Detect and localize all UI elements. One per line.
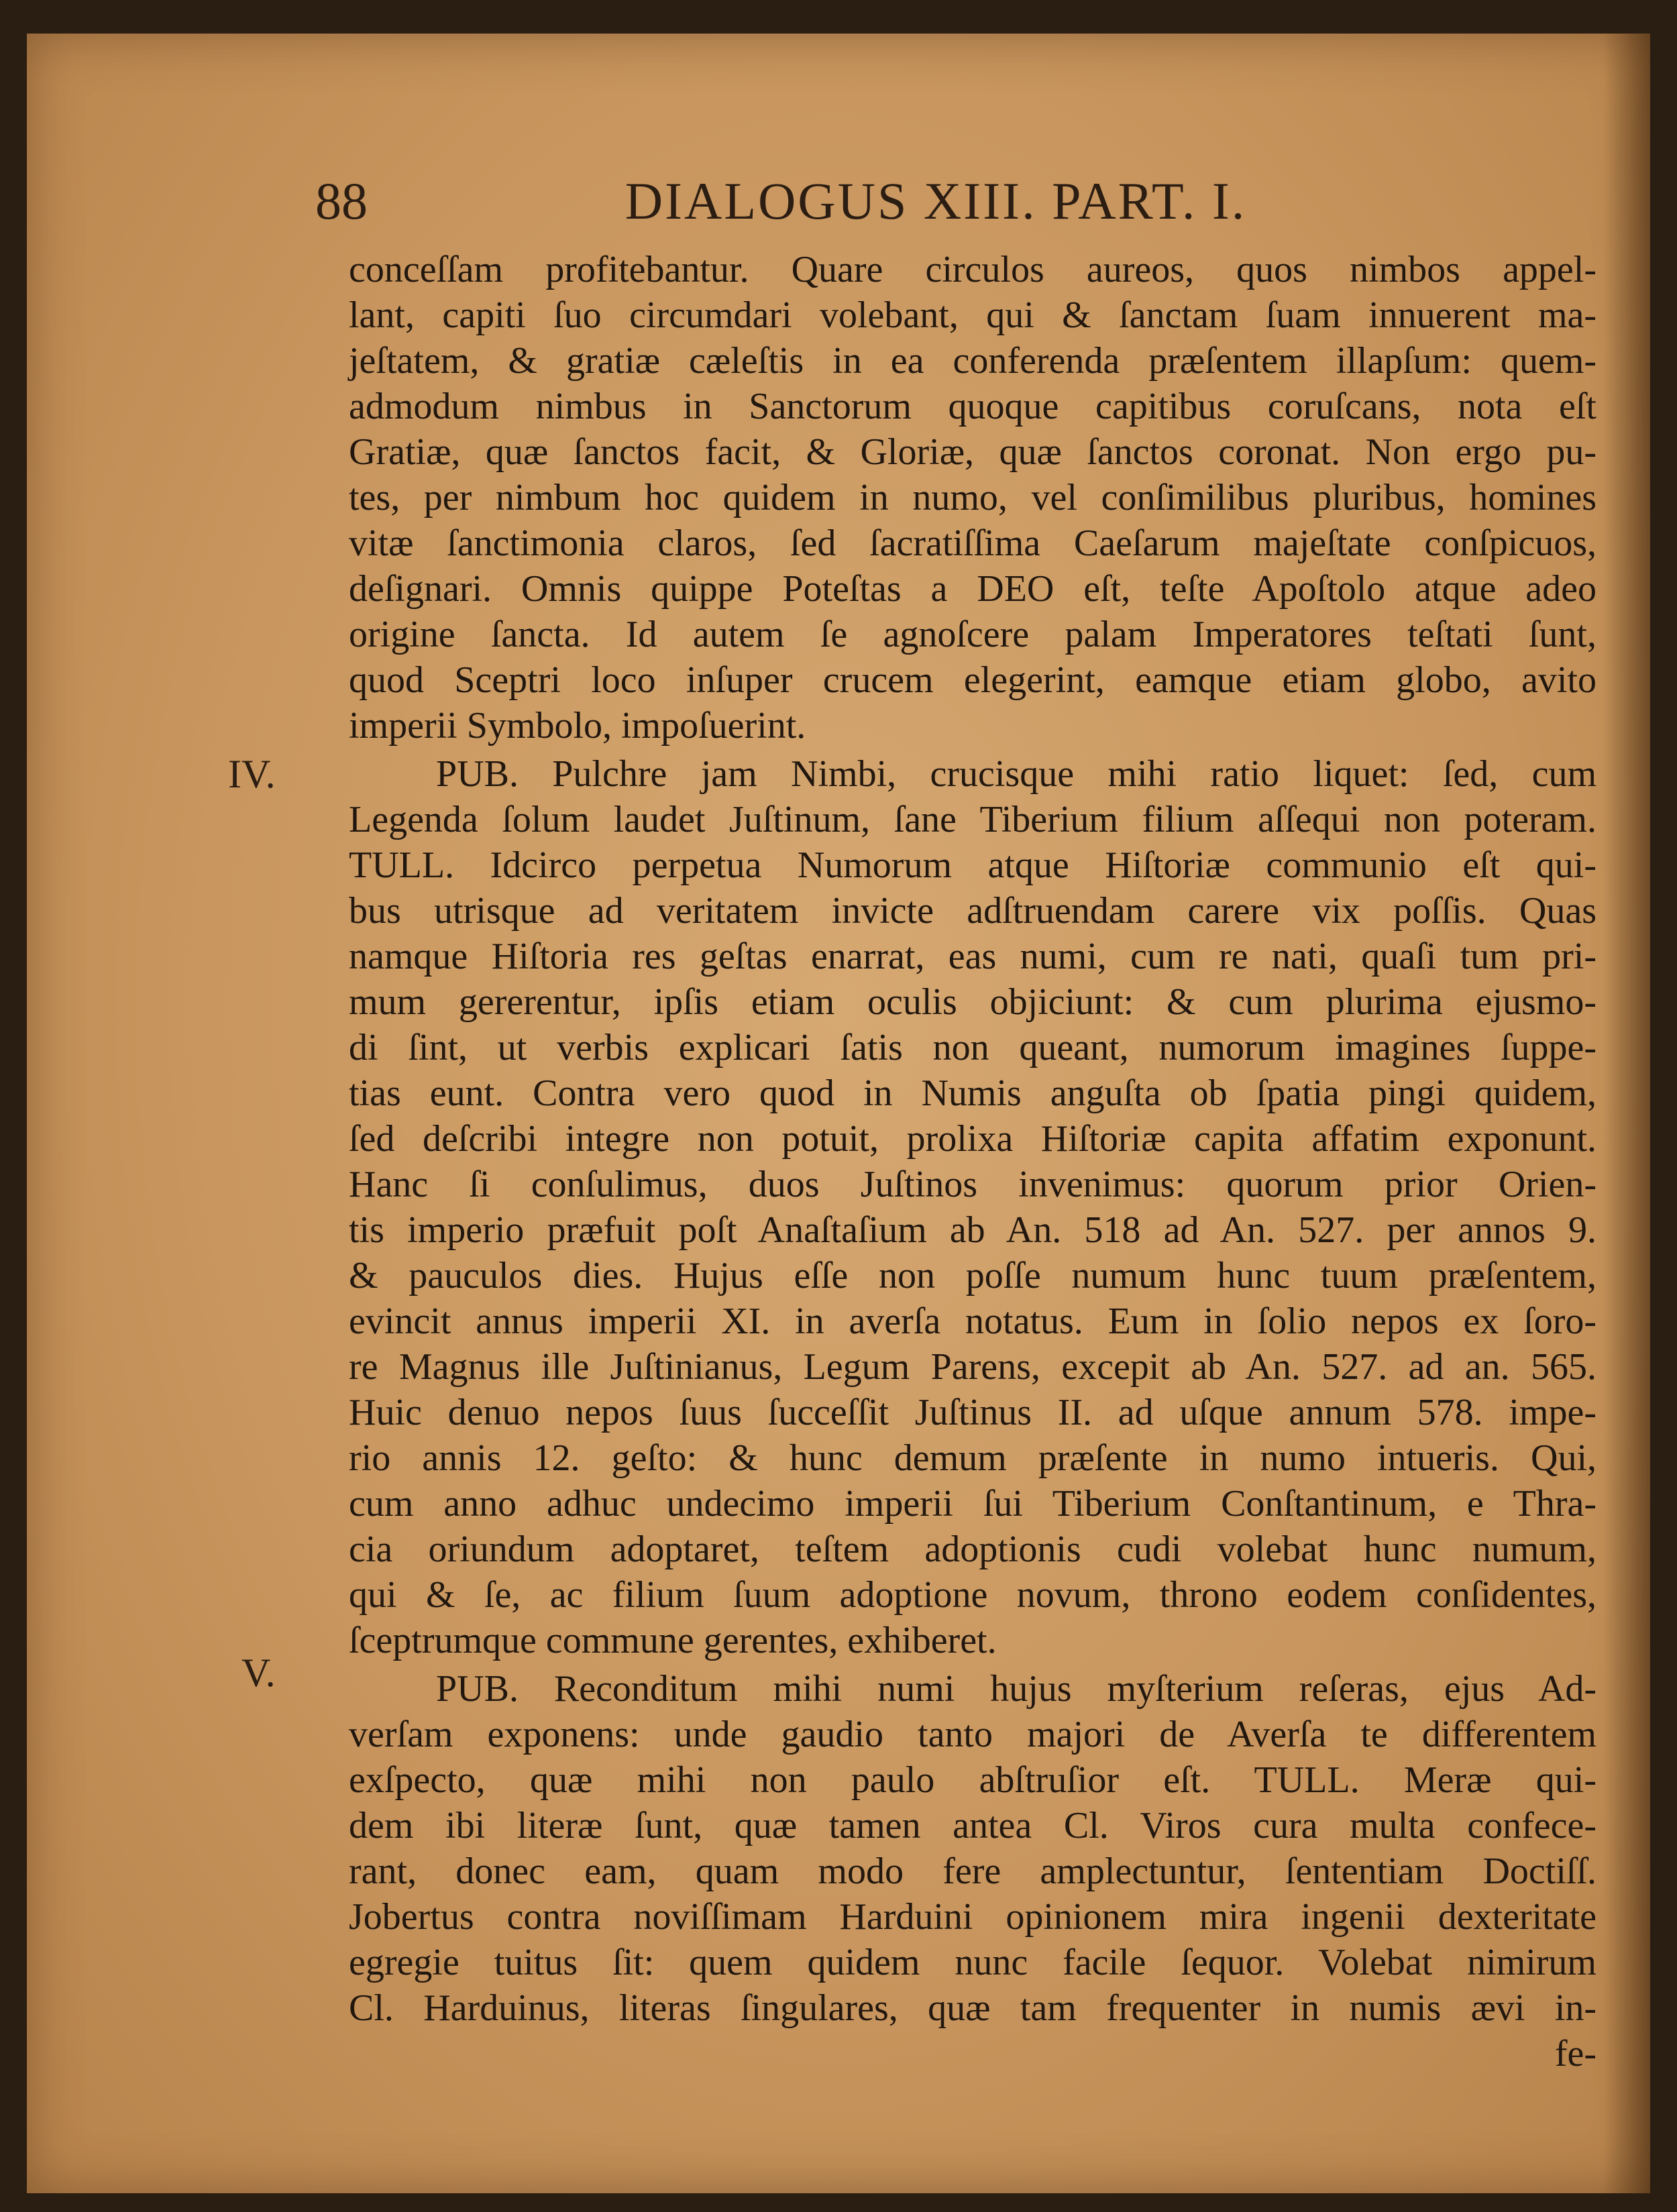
margin-note-section-iv: IV.: [228, 752, 276, 796]
margin-note-section-v: V.: [241, 1651, 276, 1695]
text-line: qui & ſe, ac filium ſuum adoptione novum, throno eodem conſidentes,: [349, 1574, 1597, 1616]
text-line: dem ibi literæ ſunt, quæ tamen antea Cl. Viros cura multa confece-: [349, 1805, 1597, 1846]
text-line: origine ſancta. Id autem ſe agnoſcere palam Imperatores teſtati ſunt,: [349, 614, 1597, 655]
text-line: Legenda ſolum laudet Juſtinum, ſane Tiberium filium aſſequi non poteram.: [349, 799, 1597, 840]
text-line: evincit annus imperii XI. in averſa notatus. Eum in ſolio nepos ex ſoro-: [349, 1301, 1597, 1342]
text-line: Cl. Harduinus, literas ſingulares, quæ tam frequenter in numis ævi in-: [349, 1987, 1597, 2029]
text-line: tis imperio præfuit poſt Anaſtaſium ab An. 518 ad An. 527. per annos 9.: [349, 1209, 1597, 1251]
text-line: Hanc ſi conſulimus, duos Juſtinos invenimus: quorum prior Orien-: [349, 1164, 1597, 1205]
text-line: deſignari. Omnis quippe Poteſtas a DEO eſt, teſte Apoſtolo atque adeo: [349, 568, 1597, 610]
text-line: Huic denuo nepos ſuus ſucceſſit Juſtinus II. ad uſque annum 578. impe-: [349, 1392, 1597, 1433]
text-line: egregie tuitus ſit: quem quidem nunc facile ſequor. Volebat nimirum: [349, 1942, 1597, 1983]
text-line: jeſtatem, & gratiæ cæleſtis in ea conferenda præſentem illapſum: quem-: [349, 340, 1597, 382]
page-header: [315, 164, 1556, 245]
text-line: admodum nimbus in Sanctorum quoque capitibus coruſcans, nota eſt: [349, 386, 1597, 427]
text-line: ſed deſcribi integre non potuit, prolixa Hiſtoriæ capita affatim exponunt.: [349, 1118, 1597, 1160]
text-line: cia oriundum adoptaret, teſtem adoptionis cudi volebat hunc numum,: [349, 1529, 1597, 1570]
text-line: verſam exponens: unde gaudio tanto majori de Averſa te differentem: [349, 1714, 1597, 1755]
text-line: imperii Symbolo, impoſuerint.: [349, 705, 806, 746]
text-line: vitæ ſanctimonia claros, ſed ſacratiſſima Caeſarum majeſtate conſpicuos,: [349, 522, 1597, 564]
text-line: TULL. Idcirco perpetua Numorum atque Hiſtoriæ communio eſt qui-: [349, 844, 1597, 886]
text-line: rio annis 12. geſto: & hunc demum præſente in numo intueris. Qui,: [349, 1437, 1597, 1479]
text-line: bus utrisque ad veritatem invicte adſtruendam carere vix poſſis. Quas: [349, 890, 1597, 932]
text-line: re Magnus ille Juſtinianus, Legum Parens, excepit ab An. 527. ad an. 565.: [349, 1346, 1597, 1388]
text-line: Jobertus contra noviſſimam Harduini opinionem mira ingenii dexteritate: [349, 1896, 1597, 1938]
text-line: cum anno adhuc undecimo imperii ſui Tiberium Conſtantinum, e Thra-: [349, 1483, 1597, 1525]
text-line: Gratiæ, quæ ſanctos facit, & Gloriæ, quæ ſanctos coronat. Non ergo pu-: [349, 431, 1597, 473]
text-line: exſpecto, quæ mihi non paulo abſtruſior eſt. TULL. Meræ qui-: [349, 1759, 1597, 1801]
book-page: [27, 34, 1650, 2193]
text-line: namque Hiſtoria res geſtas enarrat, eas numi, cum re nati, quaſi tum pri-: [349, 936, 1597, 977]
text-line: rant, donec eam, quam modo fere amplectuntur, ſententiam Doctiſſ.: [349, 1850, 1597, 1892]
paragraph-2: [349, 751, 1597, 1663]
text-line: PUB. Reconditum mihi numi hujus myſterium reſeras, ejus Ad-: [436, 1668, 1597, 1710]
page-number: 88: [315, 172, 368, 230]
text-line: di ſint, ut verbis explicari ſatis non queant, numorum imagines ſuppe-: [349, 1027, 1597, 1068]
text-line: quod Sceptri loco inſuper crucem elegerint, eamque etiam globo, avito: [349, 659, 1597, 701]
paragraph-1: [349, 247, 1597, 749]
text-line: mum gererentur, ipſis etiam oculis objiciunt: & cum plurima ejusmo-: [349, 981, 1597, 1023]
catchword: fe-: [1554, 2033, 1597, 2075]
running-title: DIALOGUS XIII. PART. I.: [625, 172, 1247, 230]
page-gutter-shadow: [1603, 34, 1650, 2193]
text-line: lant, capiti ſuo circumdari volebant, qui & ſanctam ſuam innuerent ma-: [349, 294, 1597, 336]
paragraph-3: [349, 1666, 1597, 2031]
text-line: tes, per nimbum hoc quidem in numo, vel conſimilibus pluribus, homines: [349, 477, 1597, 518]
text-line: PUB. Pulchre jam Nimbi, crucisque mihi ratio liquet: ſed, cum: [436, 753, 1597, 795]
text-line: tias eunt. Contra vero quod in Numis anguſta ob ſpatia pingi quidem,: [349, 1072, 1597, 1114]
body-text: [349, 247, 1597, 2077]
text-line: & pauculos dies. Hujus eſſe non poſſe numum hunc tuum præſentem,: [349, 1255, 1597, 1296]
text-line: conceſſam profitebantur. Quare circulos aureos, quos nimbos appel-: [349, 249, 1597, 290]
text-line: ſceptrumque commune gerentes, exhiberet.: [349, 1620, 997, 1661]
